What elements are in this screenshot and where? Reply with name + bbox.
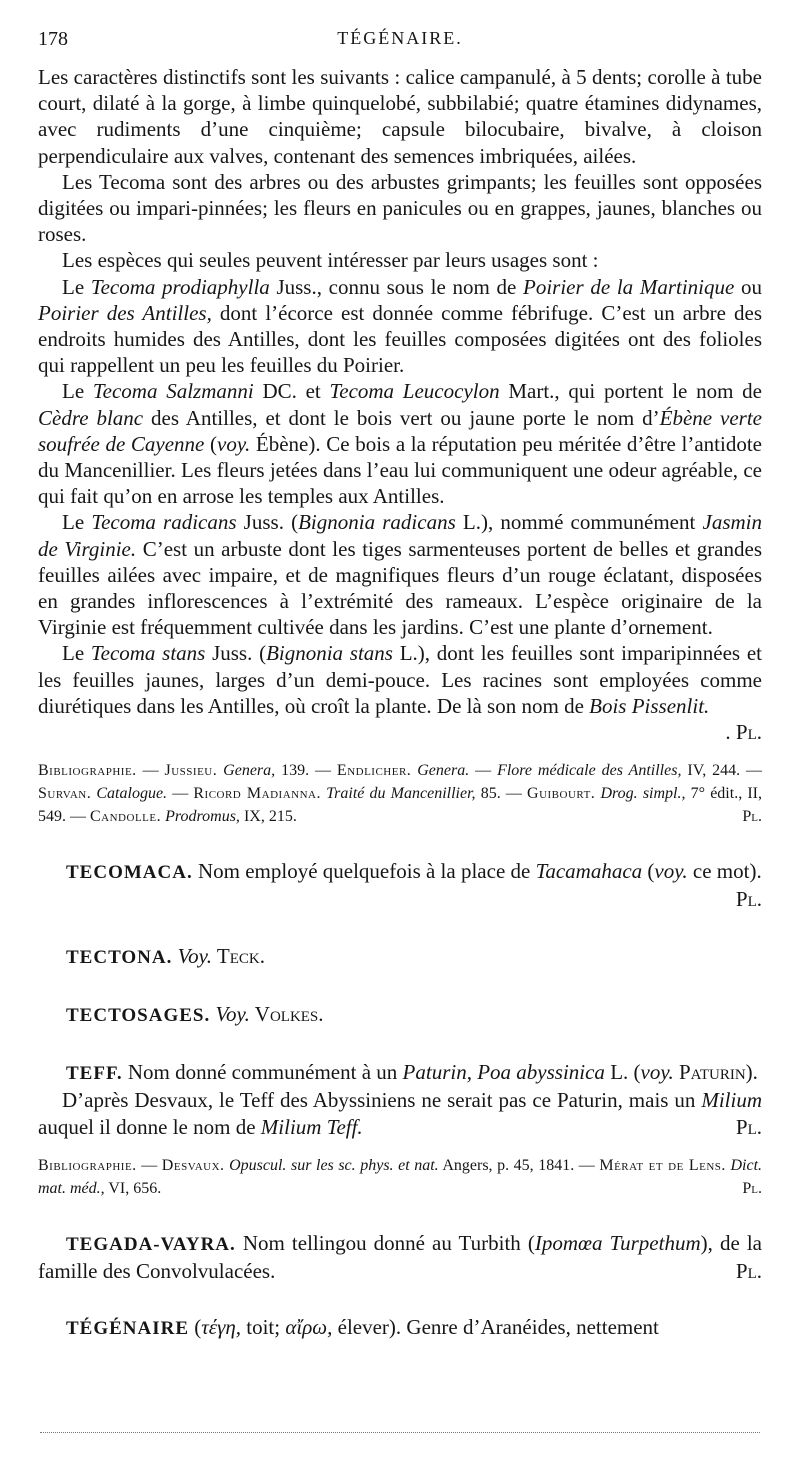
- text-run: Nom donné communément à un: [122, 1060, 403, 1085]
- work-title: Genera,: [217, 762, 276, 780]
- text-run: ce mot).: [687, 859, 762, 884]
- species-name: Tacamahaca: [535, 859, 643, 884]
- text-run: Ébène). Ce bois a la réputation peu méritée d’être l’antidote du Mancenillier. Les fleurs jetées dans l’eau lui communiquent une odeur agréable, ce qui fait qu’on en arrose les temples aux Antilles.: [38, 431, 762, 509]
- tecoma-description-paragraph: Les Tecoma sont des arbres ou des arbustes grimpants; les feuilles sont opposées digitées ou impari-pinnées; les fleurs en panicules ou en grappes, jaunes, blanches ou roses.: [38, 169, 762, 247]
- work-title: Dict. mat. méd.,: [38, 1156, 763, 1197]
- page-bottom-rule: [40, 1432, 760, 1433]
- entry-tecomaca: [38, 858, 762, 912]
- reference-target: Volkes.: [249, 1001, 324, 1026]
- author-name: Jussieu.: [164, 762, 218, 780]
- text-run: toit;: [241, 1315, 286, 1340]
- author-signature: . Pl.: [725, 720, 762, 745]
- common-name: Poirier des Antilles,: [38, 300, 212, 325]
- running-title: TÉGÉNAIRE.: [337, 28, 463, 48]
- text-run: Le: [62, 510, 92, 535]
- entry-headword: TEFF.: [66, 1063, 123, 1085]
- common-name: Jasmin de Virginie.: [38, 510, 762, 561]
- common-name: Cèdre blanc: [38, 405, 144, 430]
- bibliography-label: Bibliographie.: [38, 1156, 137, 1174]
- text-run: IX, 215.: [239, 808, 297, 826]
- text-run: (: [204, 431, 218, 456]
- reference-target: Paturin).: [673, 1060, 758, 1085]
- teff-bibliography: [38, 1154, 762, 1200]
- entry-tectona: [38, 943, 762, 971]
- species-name: Tecoma stans: [90, 641, 206, 666]
- page-body: [38, 64, 762, 1342]
- text-run: (: [189, 1315, 202, 1340]
- species-name: Poa abyssinica: [477, 1060, 605, 1085]
- text-run: dont l’écorce est donnée comme fébrifuge. C’est un arbre des endroits humides des Antilles, dont les feuilles composées digitées ont des folioles qui rappellent un peu les feuilles du Poirier.: [38, 300, 762, 378]
- text-run: Juss., connu sous le nom de: [269, 274, 523, 299]
- text-run: 139. —: [275, 762, 337, 780]
- author-name: Guibourt.: [527, 785, 596, 803]
- text-run: —: [469, 762, 498, 780]
- common-name: Poirier de la Martinique: [523, 274, 735, 299]
- tecoma-prodiaphylla-paragraph: [38, 274, 762, 379]
- text-run: élever). Genre d’Aranéides, nettement: [332, 1315, 659, 1340]
- text-run: ), de la famille des Convolvulacées.: [38, 1230, 762, 1283]
- cross-reference: voy.: [217, 431, 251, 456]
- common-name: Ébène verte soufrée de Cayenne: [38, 405, 762, 456]
- work-title: Traité du Mancenillier,: [320, 785, 476, 803]
- running-header: [38, 28, 762, 58]
- work-title: Flore médicale des Antilles,: [497, 762, 682, 780]
- text-run: L.), nommé communément: [455, 510, 703, 535]
- text-run: DC. et: [253, 379, 330, 404]
- text-run: ou: [734, 274, 763, 299]
- cross-reference: Voy.: [215, 1001, 250, 1026]
- text-run: D’après Desvaux, le Teff des Abyssiniens ne serait pas ce Paturin, mais un: [62, 1088, 702, 1113]
- greek-etymon: τέγη,: [201, 1315, 242, 1340]
- text-run: —: [136, 1156, 162, 1174]
- text-run: Le: [62, 379, 93, 404]
- cross-reference: voy.: [640, 1060, 674, 1085]
- cross-reference: Voy.: [177, 943, 213, 968]
- common-name: Paturin,: [402, 1060, 472, 1085]
- tecoma-species-intro: Les espèces qui seules peuvent intéresser par leurs usages sont :: [62, 248, 599, 273]
- tecoma-salzmanni-paragraph: [38, 378, 762, 509]
- author-name: Survan.: [38, 785, 92, 803]
- text-run: Mart., qui portent le nom de: [499, 379, 762, 404]
- entry-tegenaire: [38, 1314, 762, 1342]
- text-run: IV, 244. —: [681, 762, 763, 780]
- entry-headword: TEGADA-VAYRA.: [66, 1233, 236, 1255]
- text-run: Le: [62, 641, 91, 666]
- species-name: Tecoma prodiaphylla: [90, 274, 270, 299]
- species-name: Ipomœa Turpethum: [534, 1230, 701, 1255]
- text-run: L.), dont les feuilles sont imparipinnées et les feuilles jaunes, larges d’un demi-pouce. Les racines sont employées comme diurétiques dans les Antilles, où croît la plante. De là son nom de: [38, 641, 762, 718]
- text-run: Juss. (: [236, 510, 299, 535]
- work-title: Drog. simpl.,: [595, 785, 686, 803]
- teff-desvaux-paragraph: [38, 1087, 762, 1139]
- text-run: VI, 656.: [104, 1179, 162, 1197]
- text-run: des Antilles, et dont le bois vert ou jaune porte le nom d’: [143, 405, 660, 430]
- species-name: Tecoma Leucocylon: [329, 379, 500, 404]
- text-run: —: [167, 785, 194, 803]
- entry-tectosages: [38, 1001, 762, 1029]
- text-run: Juss. (: [205, 641, 267, 666]
- text-run: 7° édit., II, 549. —: [38, 785, 762, 826]
- author-signature: Pl.: [735, 1114, 762, 1139]
- species-name: Tecoma Salzmanni: [92, 379, 254, 404]
- common-name: Bois Pissenlit.: [589, 693, 710, 718]
- text-run: Angers, p. 45, 1841. —: [438, 1156, 600, 1174]
- greek-etymon: αἴρω,: [285, 1315, 333, 1340]
- text-run: auquel il donne le nom de: [38, 1114, 261, 1139]
- text-run: (: [642, 859, 655, 884]
- text-run: —: [136, 762, 165, 780]
- tecoma-radicans-paragraph: [38, 509, 762, 640]
- reference-target: Teck.: [212, 943, 265, 968]
- species-name: Milium Teff.: [260, 1114, 363, 1139]
- entry-headword: TECTONA.: [66, 946, 173, 968]
- tecoma-bibliography: [38, 759, 762, 828]
- work-title: Catalogue.: [91, 785, 168, 803]
- work-title: Genera.: [411, 762, 470, 780]
- text-run: 85. —: [475, 785, 528, 803]
- author-signature: Pl.: [742, 1179, 762, 1197]
- species-name: Bignonia stans: [266, 641, 393, 666]
- text-run: L. (: [604, 1060, 641, 1085]
- text-run: Nom tellingou donné au Turbith (: [235, 1230, 535, 1255]
- work-title: Prodromus,: [161, 808, 240, 826]
- species-name: Tecoma radicans: [91, 510, 237, 535]
- tecoma-characters-paragraph: Les caractères distinctifs sont les suivants : calice campanulé, à 5 dents; corolle à tube court, dilaté à la gorge, à limbe quinquelobé, subbilabié; quatre étamines didynames, avec rudiments d’une cinquième; capsule bilocubaire, bivalve, à cloison perpendiculaire aux valves, contenant des semences imbriquées, ailées.: [38, 65, 762, 168]
- entry-teff: [38, 1059, 762, 1087]
- author-name: Ricord Madianna.: [193, 785, 321, 803]
- text-run: Le: [62, 274, 91, 299]
- author-name: Mérat et de Lens.: [599, 1156, 726, 1174]
- text-run: C’est un arbuste dont les tiges sarmenteuses portent de belles et grandes feuilles ailées avec impaire, et de magnifiques fleurs d’un rouge éclatant, disposées en grandes inflorescences à l’extrémité des rameaux. L’espèce originaire de la Virginie est fréquemment cultivée dans les jardins. C’est une plante d’ornement.: [38, 536, 762, 640]
- author-signature: Pl.: [735, 1258, 762, 1283]
- entry-tegada-vayra: [38, 1230, 762, 1284]
- entry-headword: TECOMACA.: [66, 862, 193, 884]
- work-title: Opuscul. sur les sc. phys. et nat.: [224, 1156, 439, 1174]
- cross-reference: voy.: [654, 859, 688, 884]
- author-signature: Pl.: [742, 808, 762, 826]
- text-run: Nom employé quelquefois à la place de: [192, 859, 536, 884]
- species-name: Milium: [701, 1088, 762, 1113]
- author-name: Endlicher.: [336, 762, 412, 780]
- author-name: Candolle.: [90, 808, 162, 826]
- entry-headword: TÉGÉNAIRE: [66, 1318, 190, 1340]
- bibliography-label: Bibliographie.: [38, 762, 137, 780]
- entry-headword: TECTOSAGES.: [66, 1004, 211, 1026]
- species-name: Bignonia radicans: [298, 510, 456, 535]
- page-number: 178: [38, 28, 68, 50]
- tecoma-stans-paragraph: [38, 640, 762, 745]
- author-signature: Pl.: [735, 887, 762, 912]
- author-name: Desvaux.: [161, 1156, 225, 1174]
